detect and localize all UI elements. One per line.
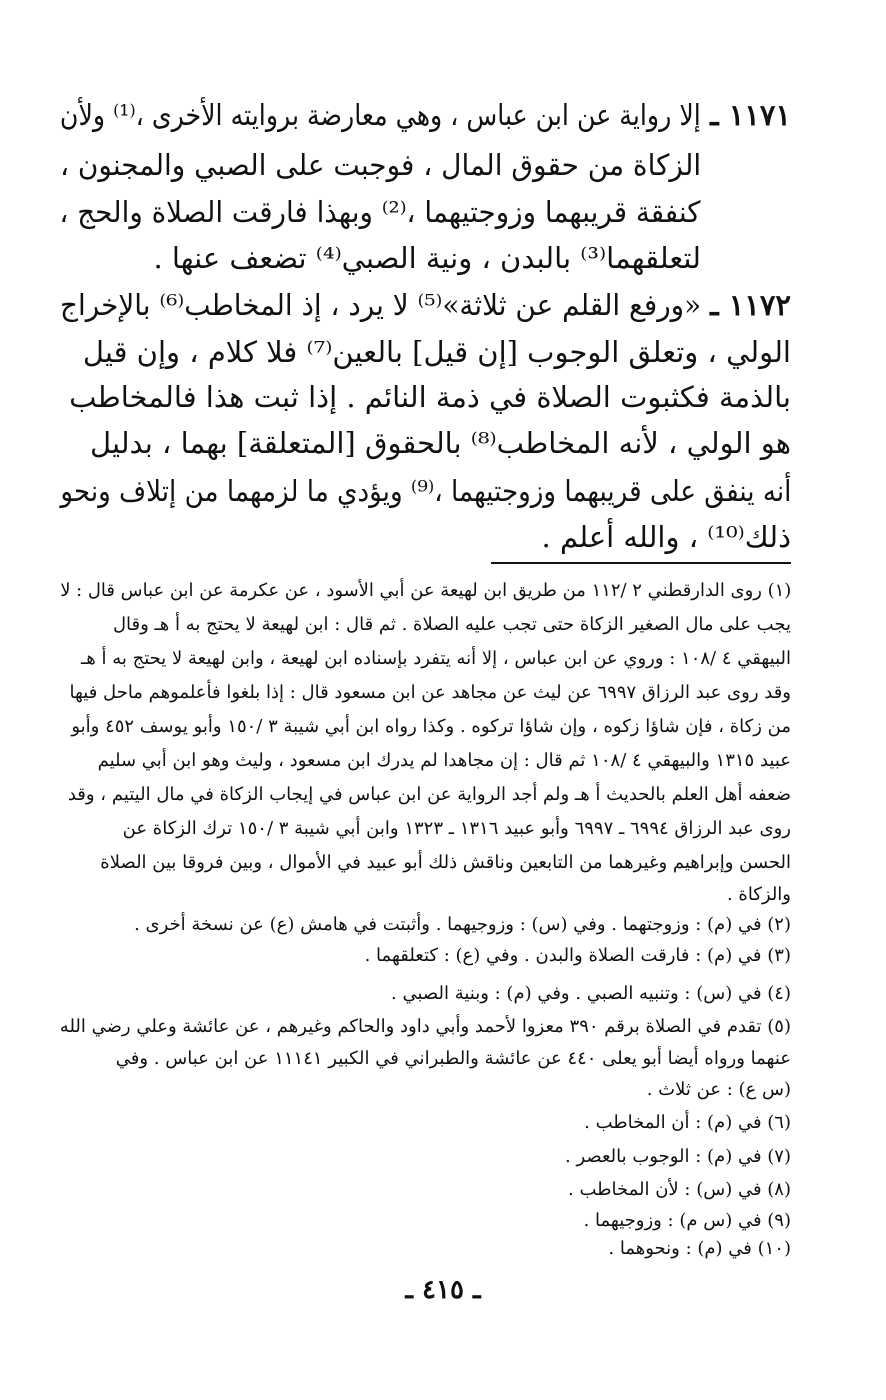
footnote-text: (٢) في (م) : وزوجتهما . وفي (س) : وزوجيهما . وأثبتت في هامش (ع) عن نسخة أخرى .	[134, 914, 791, 935]
footnote-text: وقد روى عبد الرزاق ٦٩٩٧ عن ليث عن مجاهد عن ابن مسعود قال : إذا بلغوا فأعلموهم ماحل فيها	[69, 682, 791, 703]
paragraph-text: أنه ينفق على قريبهما وزوجتيهما ،⁽⁹⁾ ويؤدي ما لزمهما من إتلاف ونحو	[59, 474, 791, 508]
footnote-line	[0, 712, 886, 742]
footnote-text: (٥) تقدم في الصلاة برقم ٣٩٠ معزوا لأحمد وأبي داود والحاكم وغيرهم ، عن عائشة وعلي رضي الله	[59, 1016, 791, 1037]
footnote-text: من زكاة ، فإن شاؤا زكوه ، وإن شاؤا تركوه . وكذا رواه ابن أبي شيبة ٣ /١٥٠ وأبو يوسف ٤٥٢ وأبو	[71, 716, 791, 737]
paragraph-1172-line-5	[0, 469, 886, 513]
paragraph-1172-line-4	[0, 421, 886, 465]
footnote-line	[0, 1044, 886, 1074]
paragraph-1171-line-2	[0, 143, 886, 187]
footnote-line	[0, 746, 886, 776]
footnote-text: عبيد ١٣١٥ والبيهقي ٤ /١٠٨ ثم قال : إن مجاهدا لم يدرك ابن مسعود ، وليث وهو ابن أبي سليم	[97, 750, 791, 771]
paragraph-number: ١١٧١ ـ	[710, 98, 791, 132]
footnote-text: البيهقي ٤ /١٠٨ : وروي عن ابن عباس ، إلا أنه يتفرد بإسناده ابن لهيعة ، وابن لهيعة لا يحتج به أ هـ	[81, 648, 791, 669]
footnote-line	[0, 576, 886, 606]
footnote-text: (١٠) في (م) : ونحوهما .	[608, 1238, 791, 1259]
footnote-text: الحسن وإبراهيم وغيرهما من التابعين وناقش ذلك أبو عبيد في الأموال ، وبين فروقا بين الصلاة	[100, 852, 791, 873]
paragraph-1172-line-1	[0, 283, 886, 327]
paragraph-text: الزكاة من حقوق المال ، فوجبت على الصبي والمجنون ،	[59, 148, 701, 182]
footnote-text: (س ع) : عن ثلاث .	[646, 1079, 791, 1100]
footnote-line	[0, 880, 886, 910]
footnote-line	[0, 1075, 886, 1105]
footnote-line	[0, 644, 886, 674]
footnote-text: (٩) في (س م) : وزوجيهما .	[583, 1210, 791, 1231]
page-number: ـ ٤١٥ ـ	[405, 1275, 481, 1305]
footnote-text: (٧) في (م) : الوجوب بالعصر .	[565, 1146, 791, 1167]
footnote-text: عنهما ورواه أيضا أبو يعلى ٤٤٠ عن عائشة والطبراني في الكبير ١١١٤١ عن ابن عباس . وفي	[115, 1048, 791, 1069]
footnote-line	[0, 1142, 886, 1172]
footnote-text: (٤) في (س) : وتنبيه الصبي . وفي (م) : وبنية الصبي .	[391, 983, 791, 1004]
footnote-line	[0, 678, 886, 708]
footnote-separator	[491, 562, 791, 564]
paragraph-text: إلا رواية عن ابن عباس ، وهي معارضة بروايته الأخرى ،⁽¹⁾ ولأن	[60, 98, 702, 132]
footnote-line	[0, 1108, 886, 1138]
footnote-text: (٣) في (م) : فارقت الصلاة والبدن . وفي (ع) : كتعلقهما .	[364, 945, 791, 966]
paragraph-1171-line-1	[0, 93, 886, 137]
paragraph-1172-line-6	[0, 515, 886, 559]
footnote-line	[0, 1012, 886, 1042]
paragraph-1172-line-3	[0, 375, 886, 419]
paragraph-text: هو الولي ، لأنه المخاطب⁽⁸⁾ بالحقوق [المتعلقة] بهما ، بدليل	[89, 426, 791, 460]
footnote-line	[0, 610, 886, 640]
footnote-text: والزكاة .	[726, 884, 791, 905]
paragraph-1171-line-4	[0, 236, 886, 280]
footnote-text: روى عبد الرزاق ٦٩٩٤ ـ ٦٩٩٧ وأبو عبيد ١٣١٦ ـ ١٣٢٣ وابن أبي شيبة ٣ /١٥٠ ترك الزكاة عن	[122, 818, 791, 839]
footnote-line	[0, 814, 886, 844]
footnote-line	[0, 941, 886, 971]
paragraph-1171-line-3	[0, 190, 886, 234]
paragraph-text: لتعلقهما⁽³⁾ بالبدن ، ونية الصبي⁽⁴⁾ تضعف عنها .	[153, 241, 701, 275]
footnote-line	[0, 1175, 886, 1205]
footnote-line	[0, 848, 886, 878]
paragraph-text: كنفقة قريبهما وزوجتيهما ،⁽²⁾ وبهذا فارقت الصلاة والحج ،	[59, 195, 701, 229]
footnote-text: (٨) في (س) : لأن المخاطب .	[568, 1179, 791, 1200]
paragraph-text: بالذمة فكثبوت الصلاة في ذمة النائم . إذا ثبت هذا فالمخاطب	[69, 380, 791, 414]
footnote-text: يجب على مال الصغير الزكاة حتى تجب عليه الصلاة . ثم قال : ابن لهيعة لا يحتج به أ هـ وقال	[112, 614, 791, 635]
paragraph-number: ١١٧٢ ـ	[710, 288, 791, 322]
footnote-line	[0, 1234, 886, 1264]
paragraph-text: الولي ، وتعلق الوجوب [إن قيل] بالعين⁽⁷⁾ فلا كلام ، وإن قيل	[82, 335, 791, 369]
footnote-line	[0, 979, 886, 1009]
paragraph-text: «ورفع القلم عن ثلاثة»⁽⁵⁾ لا يرد ، إذ المخاطب⁽⁶⁾ بالإخراج	[59, 288, 701, 322]
footnote-text: (١) روى الدارقطني ٢ /١١٢ من طريق ابن لهيعة عن أبي الأسود ، عن عكرمة عن ابن عباس قال : لا	[59, 580, 791, 601]
paragraph-text: ذلك⁽¹⁰⁾ ، والله أعلم .	[541, 520, 791, 554]
footnote-line	[0, 910, 886, 940]
footnote-line	[0, 1206, 886, 1236]
footnote-text: ضعفه أهل العلم بالحديث أ هـ ولم أجد الرواية عن ابن عباس في إيجاب الزكاة في مال اليتيم ، وقد	[67, 784, 791, 805]
paragraph-1172-line-2	[0, 330, 886, 374]
footnote-text: (٦) في (م) : أن المخاطب .	[584, 1112, 791, 1133]
footnote-line	[0, 780, 886, 810]
